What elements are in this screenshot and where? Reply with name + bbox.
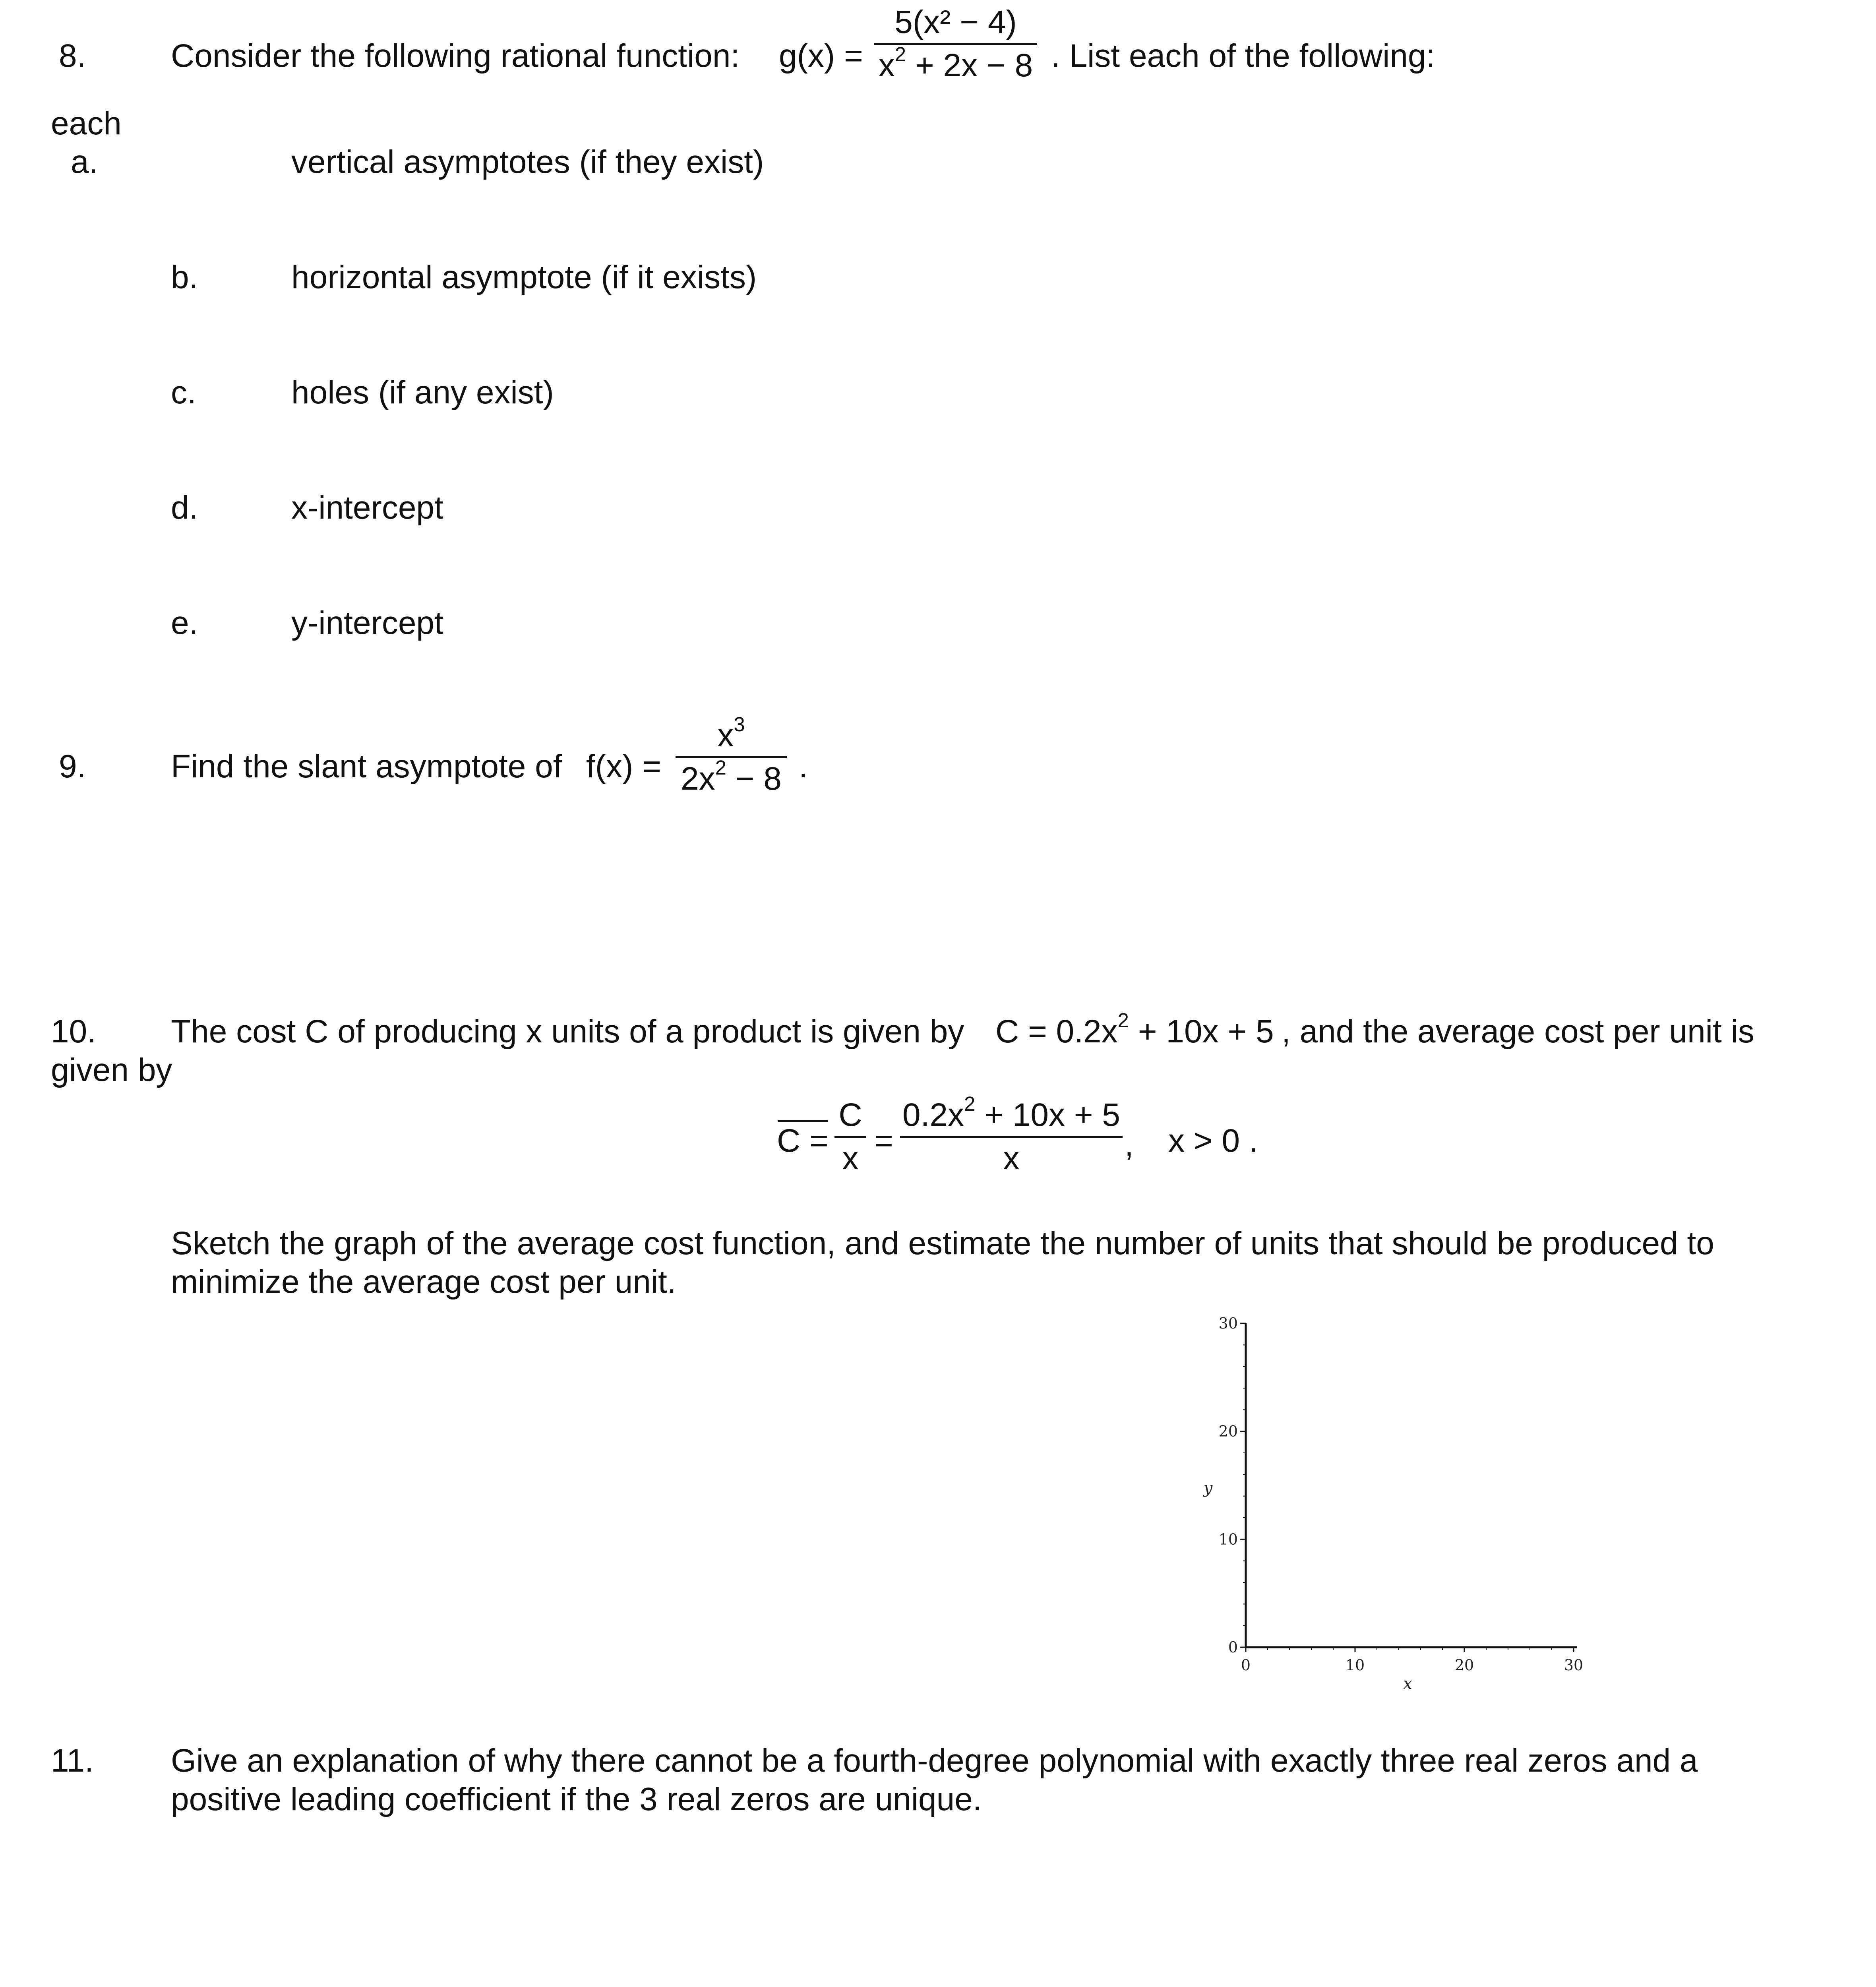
q10-equals: = — [874, 1123, 893, 1159]
q9-fraction-bar — [676, 756, 787, 758]
q10-text-a: The cost C of producing x units of a product is given by — [171, 1013, 964, 1050]
q9-tail: . — [799, 748, 808, 784]
q9-denominator: $2x^2 - 8$ — [681, 756, 782, 797]
x-tick-label: 10 — [1345, 1656, 1365, 1674]
q8-item-d-letter: d. — [171, 490, 198, 526]
x-tick-label: 30 — [1564, 1656, 1584, 1674]
q11-number: 11. — [51, 1743, 94, 1779]
q8-item-c-text: holes (if any exist) — [291, 374, 554, 411]
q8-denominator: $x^2 + 2x - 8$ — [878, 43, 1033, 83]
q8-item-c-letter: c. — [171, 374, 196, 411]
q8-numerator: 5(x² − 4) — [894, 4, 1017, 40]
q8-item-d-text: x-intercept — [291, 490, 443, 526]
q8-item-a-letter: a. — [71, 144, 98, 180]
x-axis-label: x — [1403, 1675, 1412, 1693]
x-tick-label: 0 — [1241, 1656, 1251, 1674]
y-axis-label: y — [1203, 1479, 1213, 1497]
q9-function-lhs: f(x) = — [586, 748, 662, 784]
q10-number: 10. — [51, 1013, 96, 1050]
q10-fraction-average: $0.2x^2 + 10x + 5$ x — [900, 1097, 1123, 1177]
q11-line1: Give an explanation of why there cannot be a fourth-degree polynomial with exactly three real zeros and a — [171, 1743, 1698, 1779]
q10-comma: , — [1125, 1127, 1134, 1163]
q10-text-b: , and the average cost per unit is — [1282, 1013, 1754, 1050]
q8-item-b-letter: b. — [171, 259, 198, 295]
q11-line2: positive leading coefficient if the 3 real zeros are unique. — [171, 1781, 982, 1817]
q10-fraction-c-over-x: C x — [834, 1097, 866, 1177]
q8-item-e-text: y-intercept — [291, 605, 443, 641]
q8-item-b-text: horizontal asymptote (if it exists) — [291, 259, 757, 295]
x-tick-label: 20 — [1454, 1656, 1474, 1674]
y-tick-label: 20 — [1218, 1422, 1238, 1440]
q8-number: 8. — [59, 38, 86, 74]
q9-text: Find the slant asymptote of — [171, 748, 562, 784]
q8-fraction — [874, 4, 1037, 84]
y-tick-label: 30 — [1218, 1315, 1238, 1332]
q10-wrap: given by — [51, 1052, 172, 1088]
y-tick-label: 0 — [1228, 1638, 1238, 1656]
q8-intro: Consider the following rational function: — [171, 38, 740, 74]
q10-condition: x > 0 . — [1168, 1123, 1258, 1159]
q8-tail: . List each of the following: — [1051, 38, 1435, 74]
q8-item-a-text: vertical asymptotes (if they exist) — [291, 144, 764, 180]
q8-item-e-letter: e. — [171, 605, 198, 641]
c-bar-symbol: C = — [777, 1123, 829, 1159]
q8-function-lhs: g(x) = — [779, 38, 863, 74]
q10-cost-equation: $C = 0.2x^2 + 10x + 5$ — [995, 1009, 1274, 1050]
q10-instruction-line1: Sketch the graph of the average cost function, and estimate the number of units that should be produced to — [171, 1225, 1714, 1261]
q9-number: 9. — [59, 748, 86, 784]
q9-fraction — [676, 713, 787, 797]
y-tick-label: 10 — [1218, 1530, 1238, 1548]
q9-numerator: $x^3$ — [717, 713, 745, 753]
q10-instruction-line2: minimize the average cost per unit. — [171, 1264, 676, 1300]
q8-wrap: each — [51, 105, 122, 141]
q10-average-cost-lhs — [777, 1123, 829, 1159]
